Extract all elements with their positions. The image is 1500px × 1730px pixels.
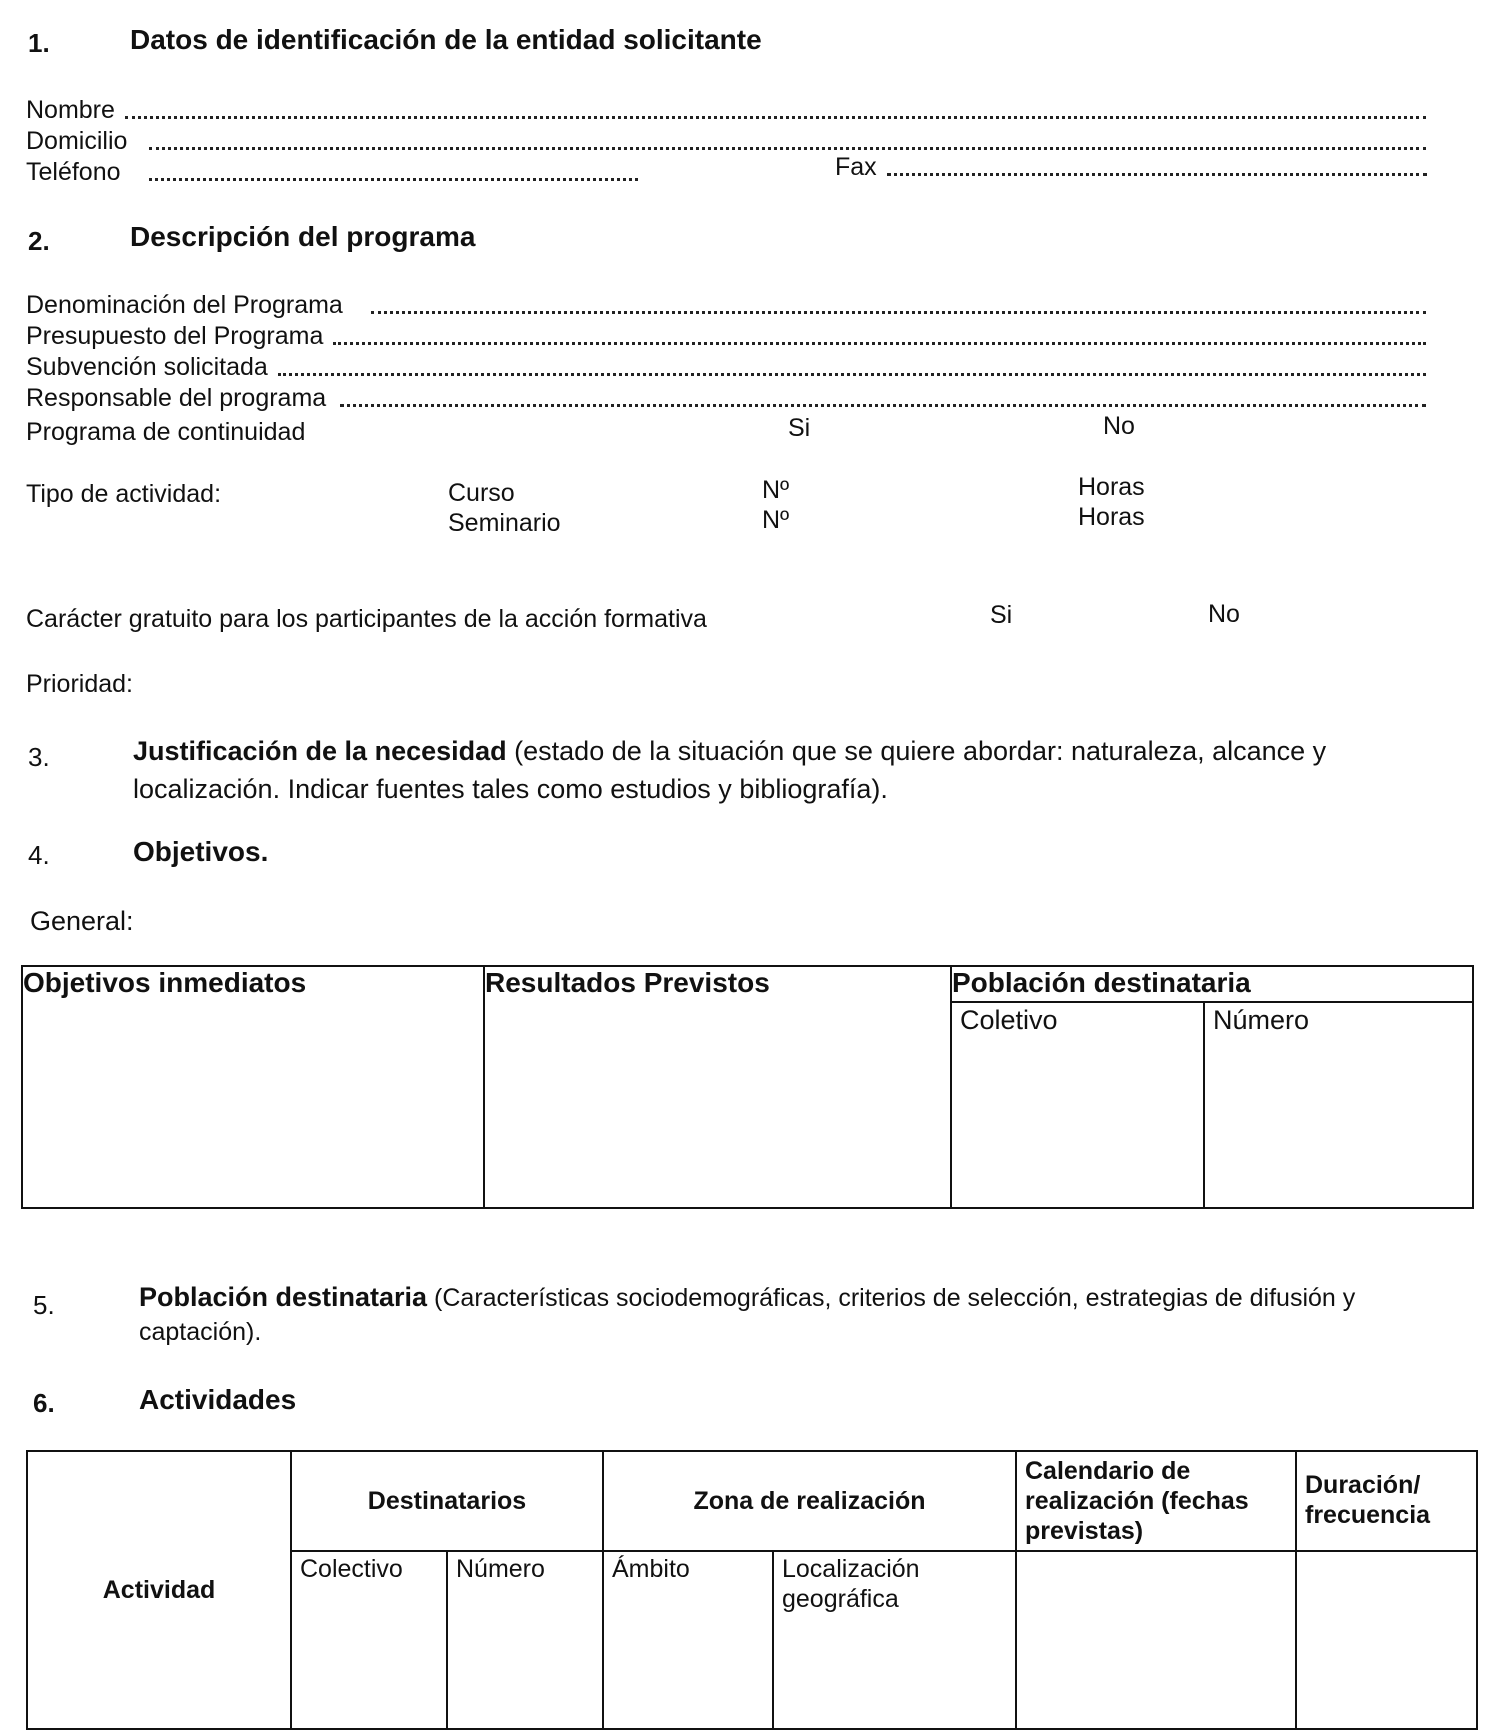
tipo-actividad-label: Tipo de actividad: (26, 480, 222, 508)
gratuito-label: Carácter gratuito para los participantes de la acción formativa (26, 605, 707, 633)
field-fax-label: Fax (835, 153, 877, 181)
th-coletivo: Coletivo (951, 1002, 1204, 1208)
th-zona-realizacion: Zona de realización (603, 1451, 1016, 1551)
prioridad-label: Prioridad: (26, 670, 133, 698)
actividades-table (26, 1450, 1478, 1730)
th-numero: Número (1204, 1002, 1473, 1208)
field-subvencion-label: Subvención solicitada (26, 353, 268, 381)
field-subvencion (26, 352, 1426, 382)
section-4-number: 4. (28, 840, 50, 870)
curso-horas[interactable]: Horas (1078, 473, 1145, 501)
section-3-number: 3. (28, 742, 50, 772)
field-domicilio-line[interactable] (149, 147, 1426, 150)
th-numero-destinatarios: Número (447, 1551, 603, 1729)
section-6-number: 6. (33, 1388, 55, 1418)
section-5-paragraph (139, 1280, 1469, 1349)
th-objetivos-inmediatos: Objetivos inmediatos (22, 966, 484, 1208)
field-telefono (26, 157, 638, 187)
continuidad-si[interactable]: Si (788, 414, 811, 442)
th-destinatarios: Destinatarios (291, 1451, 603, 1551)
duracion-cell[interactable] (1296, 1551, 1477, 1729)
field-responsable (26, 383, 1426, 413)
th-colectivo: Colectivo (291, 1551, 447, 1729)
objetivos-general-label: General: (30, 906, 134, 936)
field-denominacion (26, 290, 1426, 320)
th-actividad: Actividad (27, 1451, 291, 1729)
field-responsable-line[interactable] (340, 404, 1426, 407)
field-nombre-label: Nombre (26, 96, 115, 124)
section-3-title: Justificación de la necesidad (133, 736, 507, 766)
continuidad-no[interactable]: No (1103, 412, 1135, 440)
seminario-horas[interactable]: Horas (1078, 503, 1145, 531)
field-presupuesto (26, 321, 1426, 351)
section-2-number: 2. (28, 226, 50, 256)
field-nombre-line[interactable] (125, 116, 1426, 119)
gratuito-si[interactable]: Si (990, 601, 1013, 629)
section-4-title: Objetivos. (133, 836, 269, 867)
tipo-seminario: Seminario (448, 509, 561, 537)
section-5-title: Población destinataria (139, 1282, 428, 1312)
th-localizacion: Localización geográfica (773, 1551, 1016, 1729)
continuidad-label: Programa de continuidad (26, 418, 306, 446)
section-2-title: Descripción del programa (130, 221, 476, 252)
field-denominacion-label: Denominación del Programa (26, 291, 343, 319)
field-fax (835, 152, 1427, 182)
field-denominacion-line[interactable] (371, 311, 1426, 314)
th-ambito: Ámbito (603, 1551, 773, 1729)
objetivos-table (21, 965, 1474, 1209)
field-telefono-label: Teléfono (26, 158, 121, 186)
section-5-text: (Características sociodemográficas, criterios de selección, estrategias de difusión y captación). (139, 1284, 1356, 1346)
section-5-number: 5. (33, 1290, 55, 1320)
field-presupuesto-label: Presupuesto del Programa (26, 322, 324, 350)
field-fax-line[interactable] (887, 173, 1427, 176)
th-duracion: Duración/ frecuencia (1296, 1451, 1477, 1551)
field-nombre (26, 95, 1426, 125)
th-poblacion-destinataria: Población destinataria (951, 966, 1473, 1002)
field-presupuesto-line[interactable] (333, 342, 1426, 345)
tipo-curso: Curso (448, 479, 515, 507)
th-calendario: Calendario de realización (fechas previstas) (1016, 1451, 1296, 1551)
th-resultados-previstos: Resultados Previstos (484, 966, 951, 1208)
seminario-numero[interactable]: Nº (762, 506, 790, 534)
calendario-cell[interactable] (1016, 1551, 1296, 1729)
field-telefono-line[interactable] (149, 178, 638, 181)
curso-numero[interactable]: Nº (762, 476, 790, 504)
field-subvencion-line[interactable] (278, 373, 1426, 376)
section-3-text: (estado de la situación que se quiere abordar: naturaleza, alcance y localización. Indicar fuentes tales como estudios y bibliografía). (133, 736, 1327, 804)
section-1-number: 1. (28, 28, 50, 58)
field-domicilio-label: Domicilio (26, 127, 128, 155)
section-3-paragraph (133, 732, 1463, 808)
gratuito-no[interactable]: No (1208, 600, 1240, 628)
field-responsable-label: Responsable del programa (26, 384, 327, 412)
section-6-title: Actividades (139, 1384, 297, 1415)
section-1-title: Datos de identificación de la entidad solicitante (130, 24, 762, 55)
